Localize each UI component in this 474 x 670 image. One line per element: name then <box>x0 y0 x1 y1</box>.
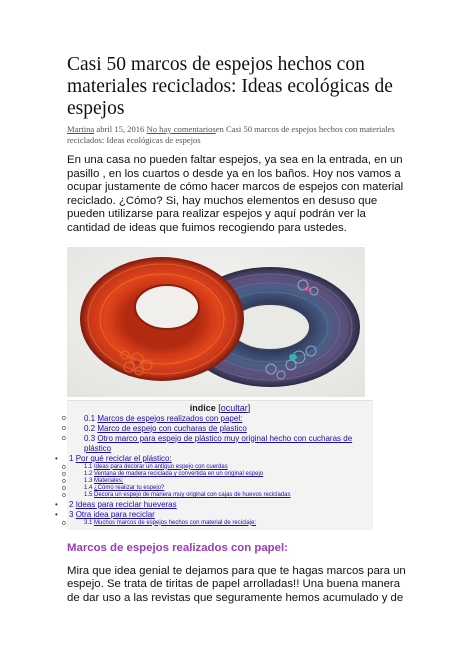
table-of-contents <box>55 400 373 530</box>
toc-item-marker: o <box>62 470 66 478</box>
toc-item-link[interactable]: Ventana de madera reciclada y convertida en un original espejo <box>94 470 264 477</box>
toc-item-marker: o <box>62 477 66 485</box>
toc-item[interactable] <box>62 433 373 454</box>
toc-item-number: 0.2 <box>84 423 96 433</box>
toc-item[interactable] <box>55 509 373 520</box>
toc-item-marker: o <box>62 424 66 432</box>
toc-item-link[interactable]: Otra idea para reciclar <box>75 509 155 519</box>
toc-item-link[interactable]: Materiales: <box>94 477 124 484</box>
toc-item-number: 3 <box>69 509 74 519</box>
toc-item-link[interactable]: Por qué reciclar el plástico: <box>75 453 172 463</box>
toc-item-marker: o <box>62 492 66 500</box>
toc-item-marker: o <box>62 519 66 527</box>
toc-item-marker: • <box>55 509 58 519</box>
toc-item[interactable] <box>62 477 373 485</box>
toc-item[interactable] <box>62 413 373 424</box>
toc-item-number: 1.3 <box>84 477 93 484</box>
toc-item[interactable] <box>62 470 373 478</box>
toc-item[interactable] <box>62 485 373 493</box>
toc-item-link[interactable]: ¿Cómo realizar tu espejo? <box>94 485 165 492</box>
toc-item-number: 1.5 <box>84 492 93 499</box>
toc-item[interactable] <box>62 519 373 527</box>
toc-item-link[interactable]: Decora un espejo de manera muy original con cajas de huevos recicladas <box>94 492 291 499</box>
toc-item-number: 3.1 <box>84 519 93 526</box>
toc-item-marker: • <box>55 453 58 463</box>
author-link[interactable]: Martina <box>67 124 95 134</box>
toc-item-number: 1.2 <box>84 470 93 477</box>
post-category: en Casi 50 marcos de espejos hechos con materiales reciclados: Ideas ecológicas de espejos <box>67 124 395 145</box>
toc-item-marker: o <box>62 485 66 493</box>
toc-item[interactable] <box>62 423 373 434</box>
article-image <box>67 247 365 397</box>
toc-item-link[interactable]: Ideas para decorar un antiguo espejo con cuerdas <box>94 463 228 470</box>
toc-item-number: 1.1 <box>84 463 93 470</box>
section-heading: Marcos de espejos realizados con papel: <box>67 541 288 554</box>
toc-item-number: 1.4 <box>84 485 93 492</box>
toc-toggle-link[interactable]: ocultar <box>220 402 248 413</box>
mirror-frames-photo <box>67 247 365 397</box>
section-paragraph: Mira que idea genial te dejamos para que te hagas marcos para un espejo. Se trata de tiritas de papel arrolladas!! Una buena manera de dar uso a las revistas que seguramente hemos acumulado y de <box>67 564 406 604</box>
toc-item-number: 2 <box>69 499 74 509</box>
page-title: Casi 50 marcos de espejos hechos con materiales reciclados: Ideas ecológicas de espejos <box>67 54 393 119</box>
article <box>55 54 407 606</box>
toc-item[interactable] <box>62 492 373 500</box>
toc-item-number: 0.1 <box>84 413 96 423</box>
toc-item-link[interactable]: Otro marco para espejo de plástico muy original hecho con cucharas de plástico <box>84 433 353 453</box>
post-date: abril 15, 2016 <box>96 124 145 134</box>
toc-item[interactable] <box>55 453 373 464</box>
toc-item-number: 1 <box>69 453 74 463</box>
toc-item-marker: o <box>62 414 66 422</box>
toc-list <box>55 413 373 527</box>
comments-link[interactable]: No hay comentarios <box>146 124 216 134</box>
toc-item[interactable] <box>55 499 373 510</box>
toc-item[interactable] <box>62 463 373 471</box>
intro-paragraph: En una casa no pueden faltar espejos, ya sea en la entrada, en un pasillo , en los cuartos o desde ya en los baños. Hoy nos vamos a ocupar justamente de cómo hacer marcos de espejos con material reciclado. ¿Cómo? Si, hay muchos elementos en desuso que pueden utilizarse para realizar espejos y aquí podrán ver la cantidad de ideas que fuimos recogiendo para ustedes. <box>67 154 404 234</box>
toc-header: índice [ocultar] <box>189 402 251 413</box>
toc-item-marker: • <box>55 499 58 509</box>
toc-item-marker: o <box>62 434 66 442</box>
toc-item-link[interactable]: Marco de espejo con cucharas de plastico <box>97 423 247 433</box>
toc-item-link[interactable]: Ideas para reciclar hueveras <box>75 499 177 509</box>
toc-title: índice <box>189 402 216 413</box>
toc-item-link[interactable]: Marcos de espejos realizados con papel: <box>97 413 243 423</box>
toc-item-number: 0.3 <box>84 433 96 443</box>
post-meta <box>67 124 407 146</box>
toc-item-link[interactable]: Muchos marcos de espejos hechos con material de reciclaje: <box>94 519 257 526</box>
toc-item-marker: o <box>62 463 66 471</box>
